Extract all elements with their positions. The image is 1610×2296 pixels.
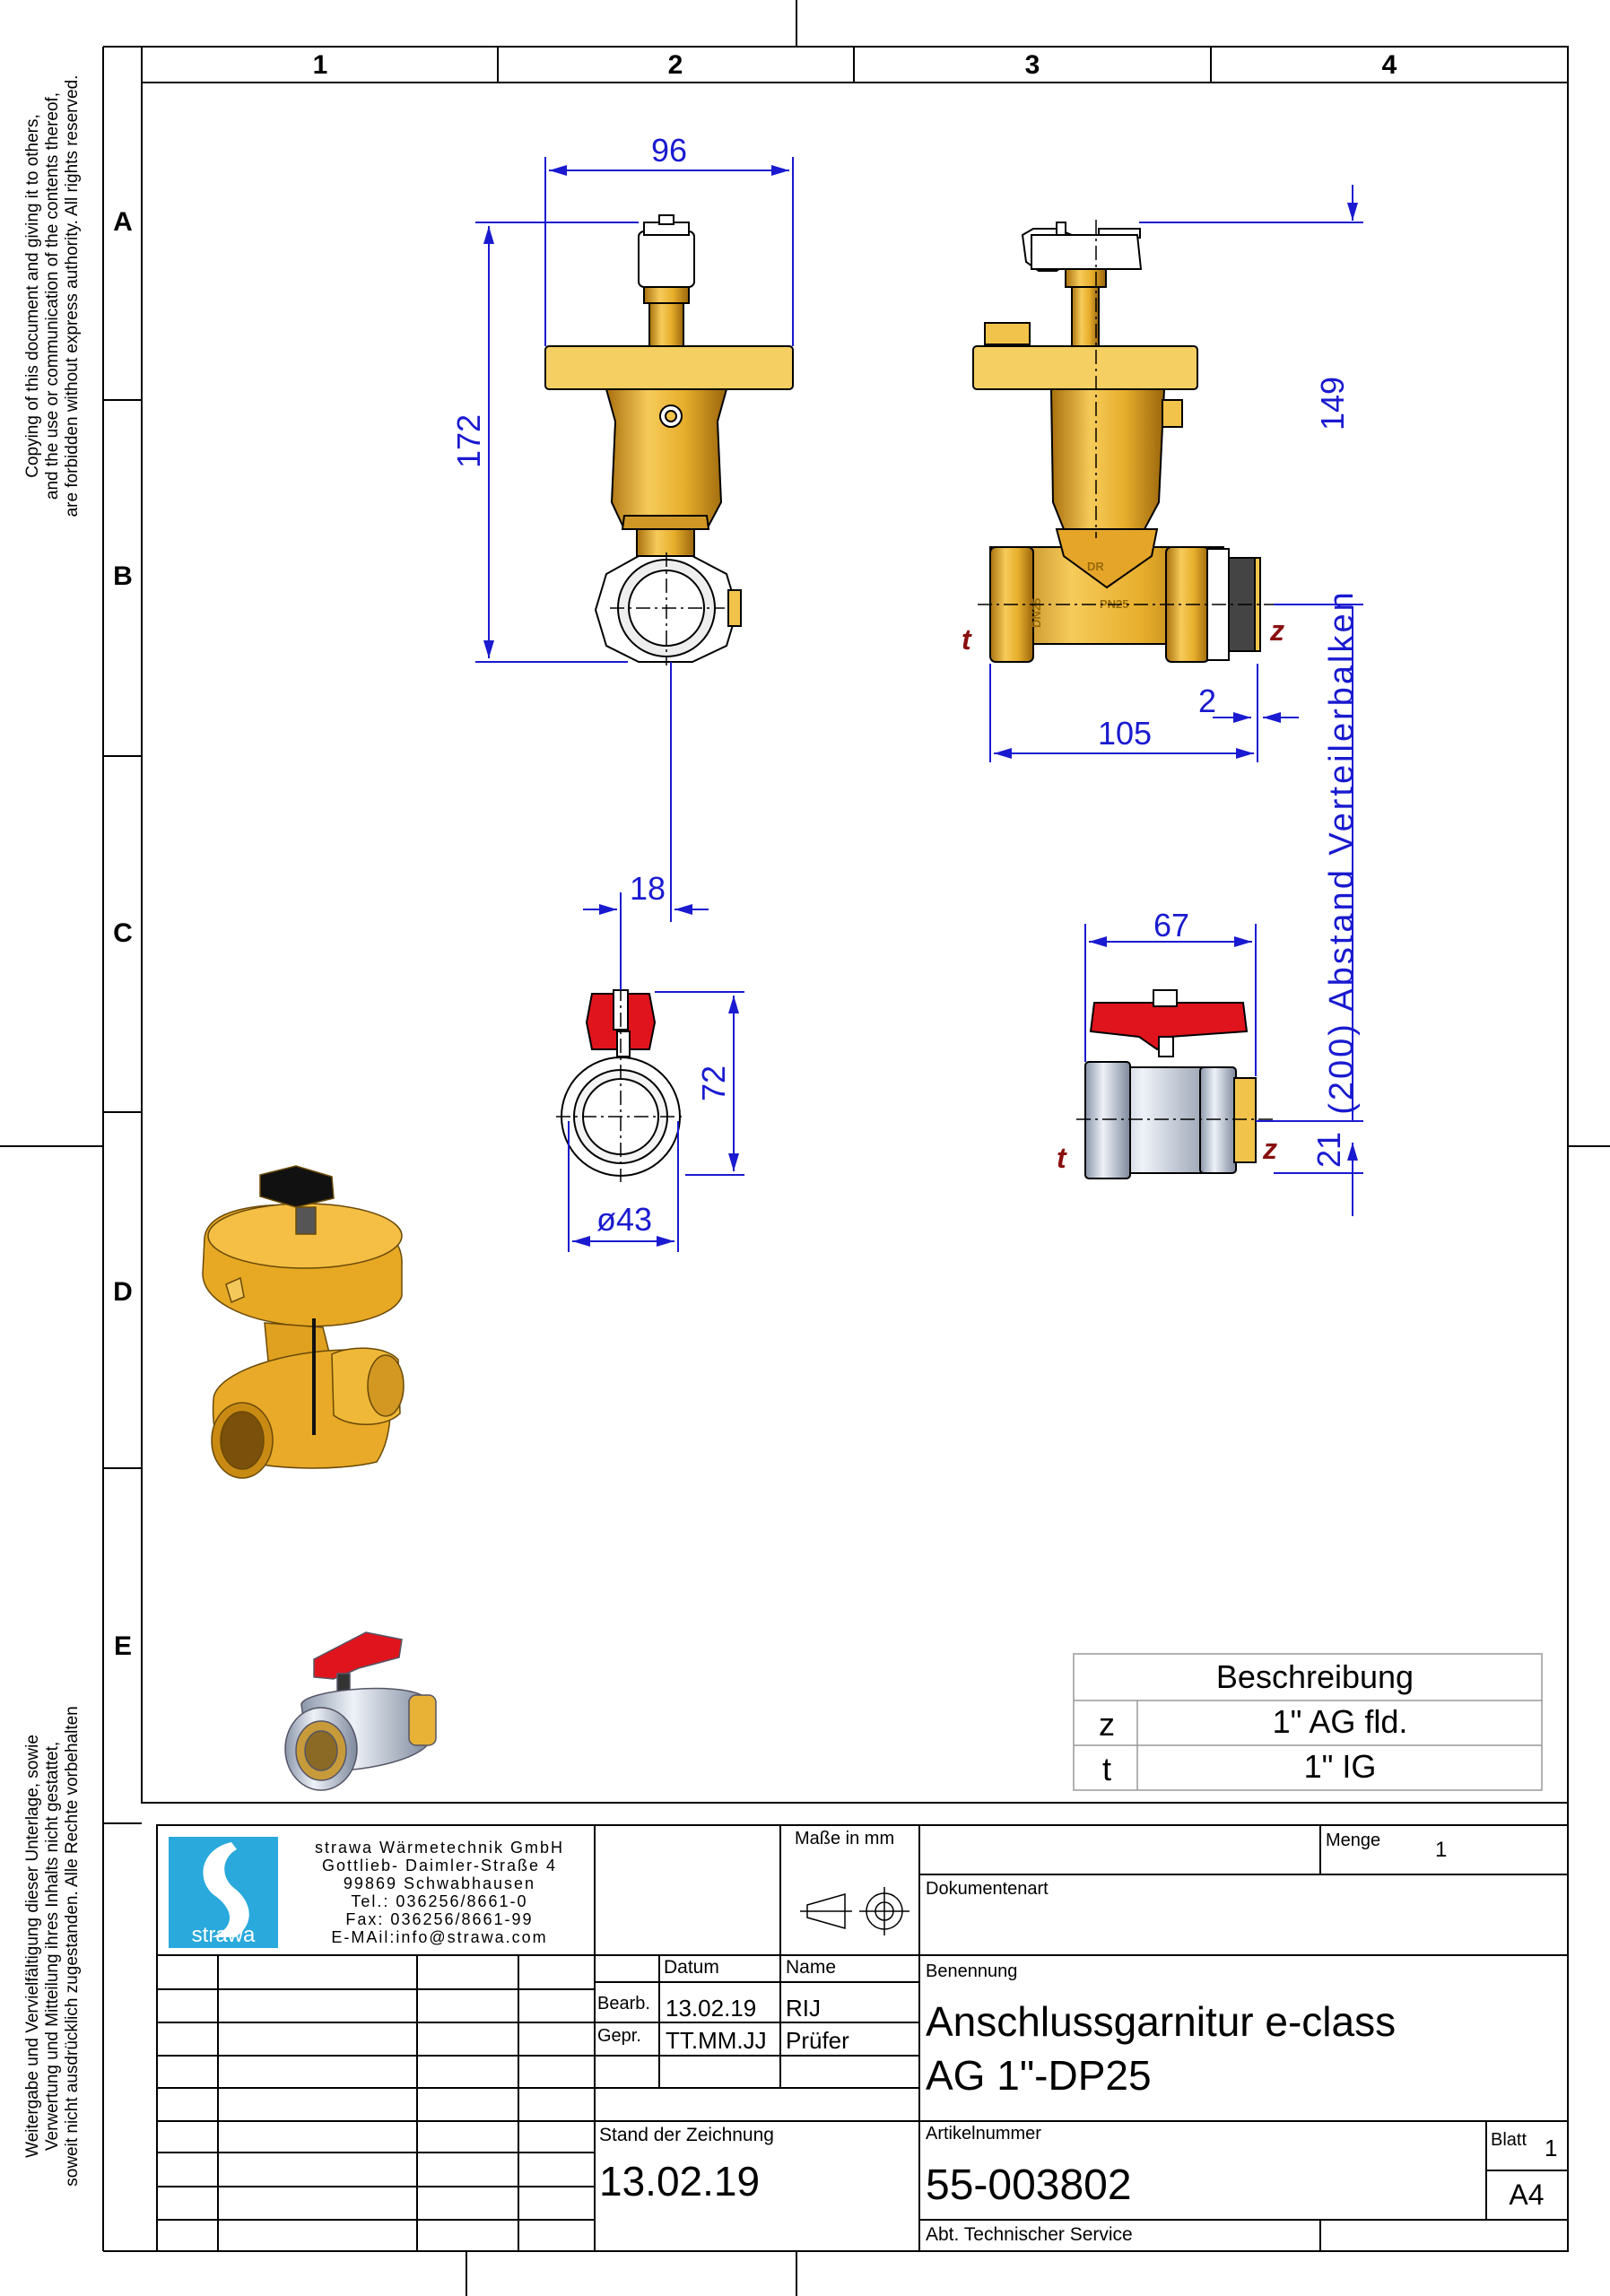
department-label: Abt. Technischer Service: [926, 2224, 1133, 2245]
table-key: z: [1099, 1706, 1115, 1743]
grid-row-label: D: [113, 1277, 133, 1307]
artikel-label: Artikelnummer: [926, 2124, 1041, 2144]
note-line: and the use or communication of the contents thereof,: [43, 91, 62, 500]
dimension-front-height: 172: [450, 413, 487, 469]
gepr-name: Prüfer: [786, 2027, 849, 2054]
stand-label: Stand der Zeichnung: [599, 2125, 774, 2145]
projection-symbol-icon: [800, 1887, 909, 1935]
dimension-side-length: 105: [1097, 715, 1153, 752]
note-line: Weitergabe und Vervielfältigung dieser Unterlage, sowie: [23, 1735, 42, 2158]
dimension-side-height: 149: [1314, 376, 1351, 431]
menge-label: Menge: [1326, 1831, 1381, 1850]
blatt-value: 1: [1545, 2135, 1558, 2161]
port-label-z: z: [1270, 614, 1284, 647]
grid-column-label: 1: [312, 50, 328, 80]
assembly-3d-render: [203, 1166, 404, 1478]
title-line-1: Anschlussgarnitur e-class: [926, 1998, 1397, 2045]
ball-port-label-t: t: [1057, 1142, 1066, 1174]
front-view-dimensions: [475, 157, 793, 922]
units-label: Maße in mm: [795, 1829, 895, 1848]
gepr-date: TT.MM.JJ: [666, 2027, 767, 2054]
side-view-dimensions: [990, 185, 1363, 1216]
name-label: Name: [786, 1957, 837, 1978]
grid-column-label: 4: [1381, 50, 1397, 80]
grid-row-label: B: [113, 561, 133, 591]
dimension-front-width: 96: [650, 132, 688, 169]
logo-text: strawa: [191, 1923, 256, 1947]
company-line: 99869 Schwabhausen: [343, 1874, 536, 1892]
table-key: t: [1101, 1751, 1112, 1787]
grid-column-label: 3: [1024, 50, 1040, 80]
table-value: 1" AG fld.: [1272, 1703, 1408, 1740]
stand-value: 13.02.19: [599, 2158, 761, 2205]
grid-row-label: A: [113, 207, 133, 237]
company-line: strawa Wärmetechnik GmbH: [314, 1839, 565, 1857]
copyright-note-bottom: [23, 1706, 82, 2187]
dimension-distance: (200) Abstand Verteilerbalken: [1323, 589, 1361, 1115]
bearb-name: RIJ: [786, 1995, 821, 2022]
dr-marking: DR: [1087, 560, 1104, 573]
dimension-ball-height: 72: [695, 1065, 732, 1102]
ball-valve-side-drawing: [1085, 990, 1256, 1178]
blatt-label: Blatt: [1491, 2130, 1527, 2150]
note-line: are forbidden without express authority. All rights reserved.: [63, 74, 82, 517]
side-view-drawing: [973, 222, 1260, 662]
dn-marking: DN25: [1030, 597, 1043, 628]
company-line: Gottlieb- Daimler-Straße 4: [321, 1857, 558, 1874]
company-line: Fax: 036256/8661-99: [345, 1910, 534, 1928]
note-line: Verwertung und Mitteilung ihres Inhalts nicht gestattet,: [43, 1741, 62, 2152]
ball-port-label-z: z: [1263, 1133, 1277, 1165]
port-label-t: t: [962, 623, 971, 656]
dimension-ball-length: 67: [1153, 907, 1190, 944]
front-view-drawing: [545, 215, 793, 662]
description-table: [1074, 1654, 1542, 1790]
artikel-value: 55-003802: [926, 2161, 1132, 2209]
company-line: Tel.: 036256/8661-0: [351, 1892, 528, 1910]
dimension-side-offset: 2: [1197, 683, 1217, 719]
pn-marking: PN25: [1100, 597, 1129, 611]
grid-row-label: E: [113, 1631, 133, 1661]
ball-valve-3d-render: [285, 1632, 436, 1790]
company-address: [315, 1839, 564, 1946]
benennung-label: Benennung: [926, 1961, 1018, 1981]
dokumentenart-label: Dokumentenart: [926, 1879, 1049, 1899]
table-header: Beschreibung: [1215, 1658, 1414, 1695]
bearb-date: 13.02.19: [666, 1995, 757, 2022]
note-line: soweit nicht ausdrücklich zugestanden. Alle Rechte vorbehalten: [63, 1706, 82, 2187]
dimension-ball-diameter: ø43: [596, 1201, 653, 1238]
gepr-label: Gepr.: [597, 2026, 641, 2046]
format-value: A4: [1509, 2179, 1545, 2211]
grid-column-label: 2: [667, 50, 683, 80]
menge-value: 1: [1435, 1838, 1448, 1862]
dimension-ball-small: 21: [1310, 1131, 1347, 1169]
datum-label: Datum: [664, 1957, 719, 1978]
bearb-label: Bearb.: [597, 1994, 650, 2013]
copyright-note-top: [23, 75, 82, 517]
table-value: 1" IG: [1303, 1748, 1377, 1785]
company-line: E-MAil:info@strawa.com: [331, 1928, 548, 1946]
strawa-logo: [169, 1837, 278, 1948]
title-line-2: AG 1"-DP25: [926, 2052, 1152, 2099]
note-line: Copying of this document and giving it to others,: [23, 114, 42, 478]
grid-row-label: C: [113, 918, 133, 948]
dimension-ball-offset: 18: [629, 870, 666, 907]
